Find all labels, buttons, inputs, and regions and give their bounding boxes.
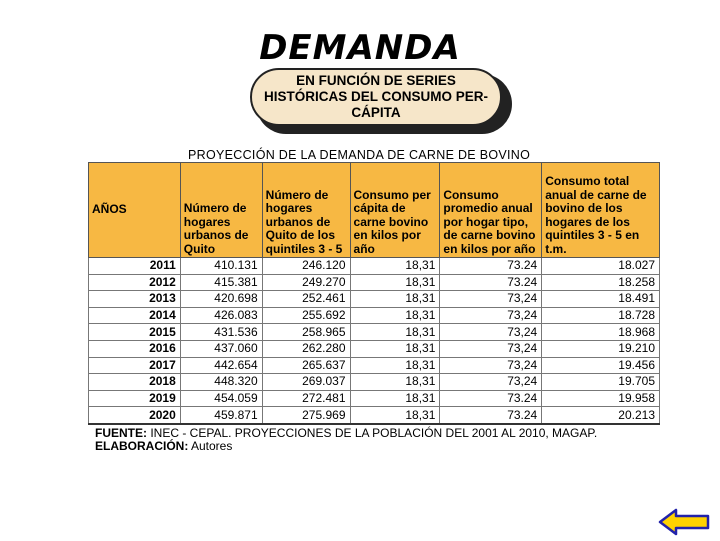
callout-text: EN FUNCIÓN DE SERIES HISTÓRICAS DEL CONSUMO PER- CÁPITA: [263, 73, 488, 120]
demand-table: [88, 162, 660, 425]
cell-total-consumption: 18.728: [542, 307, 660, 324]
cell-total-consumption: 18.027: [542, 258, 660, 275]
cell-households: 437.060: [180, 340, 262, 357]
table-notes: [95, 427, 665, 453]
cell-per-capita: 18,31: [350, 307, 440, 324]
cell-per-capita: 18,31: [350, 357, 440, 374]
cell-year: 2011: [89, 258, 181, 275]
cell-households-quintiles: 249.270: [262, 274, 350, 291]
cell-households: 415.381: [180, 274, 262, 291]
cell-per-capita: 18,31: [350, 374, 440, 391]
cell-household-consumption: 73.24: [440, 390, 542, 407]
table-row: [89, 324, 660, 341]
cell-year: 2014: [89, 307, 181, 324]
cell-household-consumption: 73,24: [440, 324, 542, 341]
source-label: FUENTE:: [95, 426, 147, 440]
cell-total-consumption: 20.213: [542, 407, 660, 424]
cell-total-consumption: 18.258: [542, 274, 660, 291]
cell-households-quintiles: 269.037: [262, 374, 350, 391]
cell-households: 442.654: [180, 357, 262, 374]
back-button[interactable]: [658, 508, 710, 536]
cell-households-quintiles: 272.481: [262, 390, 350, 407]
table-row: [89, 390, 660, 407]
cell-household-consumption: 73,24: [440, 357, 542, 374]
cell-households-quintiles: 265.637: [262, 357, 350, 374]
cell-households: 459.871: [180, 407, 262, 424]
cell-households: 454.059: [180, 390, 262, 407]
cell-household-consumption: 73,24: [440, 291, 542, 308]
cell-households-quintiles: 252.461: [262, 291, 350, 308]
cell-year: 2012: [89, 274, 181, 291]
cell-household-consumption: 73.24: [440, 407, 542, 424]
cell-household-consumption: 73,24: [440, 340, 542, 357]
cell-households-quintiles: 246.120: [262, 258, 350, 275]
header-households: Número de hogares urbanos de Quito: [180, 163, 262, 258]
cell-household-consumption: 73,24: [440, 307, 542, 324]
cell-households-quintiles: 255.692: [262, 307, 350, 324]
cell-total-consumption: 19.456: [542, 357, 660, 374]
table-row: [89, 274, 660, 291]
cell-year: 2013: [89, 291, 181, 308]
table-row: [89, 374, 660, 391]
cell-per-capita: 18,31: [350, 291, 440, 308]
cell-household-consumption: 73.24: [440, 274, 542, 291]
slide-title: DEMANDA: [259, 28, 461, 68]
cell-per-capita: 18,31: [350, 340, 440, 357]
table-header-row: [89, 163, 660, 258]
header-per-capita: Consumo per cápita de carne bovino en kilos por año: [350, 163, 440, 258]
cell-households: 426.083: [180, 307, 262, 324]
callout-box: [250, 68, 502, 126]
cell-household-consumption: 73.24: [440, 258, 542, 275]
source-text: INEC - CEPAL. PROYECCIONES DE LA POBLACIÓN DEL 2001 AL 2010, MAGAP.: [147, 426, 598, 440]
header-household-consumption: Consumo promedio anual por hogar tipo, de carne bovino en kilos por año: [440, 163, 542, 258]
table-title: PROYECCIÓN DE LA DEMANDA DE CARNE DE BOVINO: [188, 148, 531, 162]
cell-total-consumption: 19.958: [542, 390, 660, 407]
cell-households: 410.131: [180, 258, 262, 275]
cell-per-capita: 18,31: [350, 324, 440, 341]
cell-per-capita: 18,31: [350, 390, 440, 407]
cell-households-quintiles: 262.280: [262, 340, 350, 357]
cell-year: 2020: [89, 407, 181, 424]
table-row: [89, 407, 660, 424]
cell-year: 2019: [89, 390, 181, 407]
left-arrow-icon: [658, 508, 710, 536]
header-households-quintiles: Número de hogares urbanos de Quito de los quintiles 3 - 5: [262, 163, 350, 258]
cell-per-capita: 18,31: [350, 407, 440, 424]
cell-per-capita: 18,31: [350, 258, 440, 275]
cell-total-consumption: 18.968: [542, 324, 660, 341]
cell-total-consumption: 19.705: [542, 374, 660, 391]
elaboration-note: [95, 440, 665, 453]
cell-households: 420.698: [180, 291, 262, 308]
table-row: [89, 291, 660, 308]
cell-year: 2016: [89, 340, 181, 357]
cell-households-quintiles: 258.965: [262, 324, 350, 341]
table-row: [89, 307, 660, 324]
elaboration-text: Autores: [188, 439, 233, 453]
header-years: AÑOS: [89, 163, 181, 258]
cell-total-consumption: 19.210: [542, 340, 660, 357]
cell-year: 2017: [89, 357, 181, 374]
elaboration-label: ELABORACIÓN:: [95, 439, 189, 453]
cell-household-consumption: 73,24: [440, 374, 542, 391]
header-total-consumption: Consumo total anual de carne de bovino de los hogares de los quintiles 3 - 5 en t.m.: [542, 163, 660, 258]
cell-households-quintiles: 275.969: [262, 407, 350, 424]
cell-per-capita: 18,31: [350, 274, 440, 291]
cell-households: 448.320: [180, 374, 262, 391]
table-row: [89, 258, 660, 275]
table-row: [89, 340, 660, 357]
cell-year: 2015: [89, 324, 181, 341]
cell-households: 431.536: [180, 324, 262, 341]
cell-year: 2018: [89, 374, 181, 391]
cell-total-consumption: 18.491: [542, 291, 660, 308]
table-row: [89, 357, 660, 374]
